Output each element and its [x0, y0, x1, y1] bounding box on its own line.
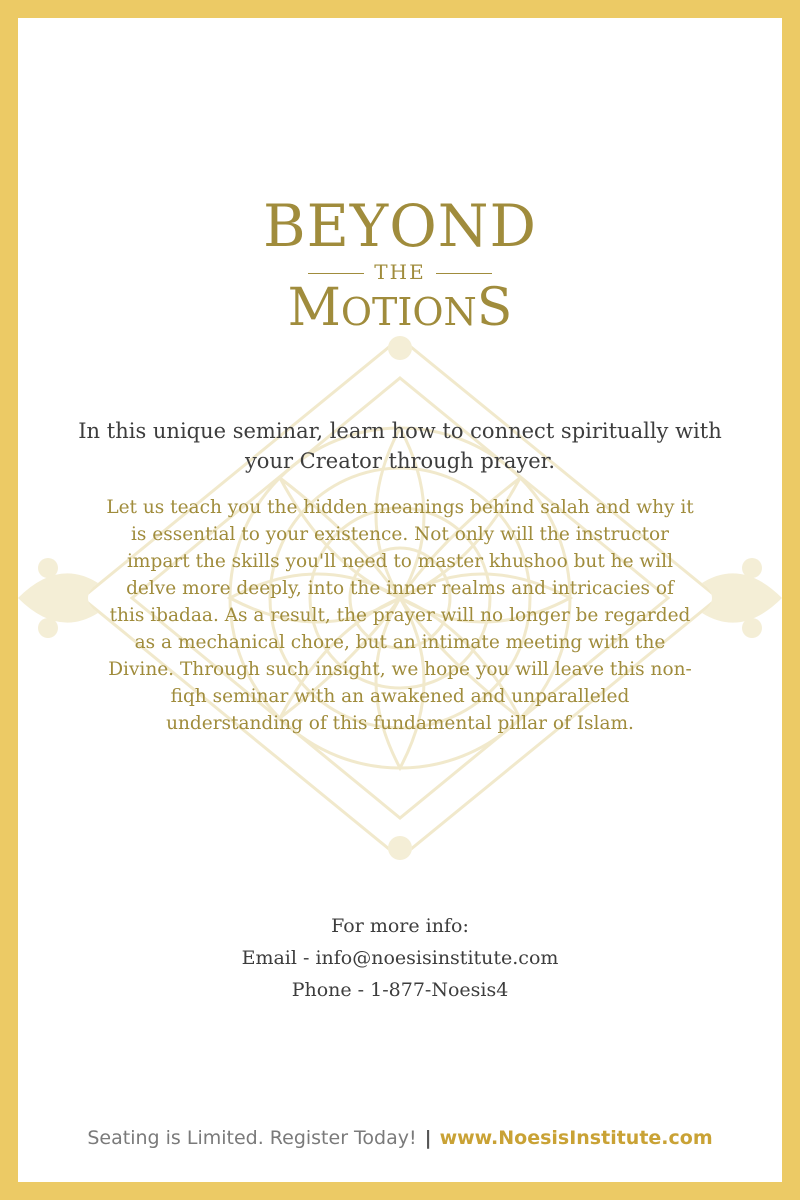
- footer: [18, 1126, 782, 1150]
- flyer-card: [18, 18, 782, 1182]
- logo-title-beyond: BEYOND: [262, 192, 538, 260]
- contact-phone[interactable]: Phone - 1-877-Noesis4: [291, 979, 509, 1001]
- logo-motions-end: S: [476, 278, 513, 338]
- contact-heading: For more info:: [331, 915, 469, 937]
- seating-notice: Seating is Limited. Register Today!: [87, 1127, 417, 1149]
- logo-title-motions: [18, 280, 782, 340]
- lead-paragraph: In this unique seminar, learn how to connect spiritually with your Creator through prayer.: [78, 419, 722, 473]
- description-paragraph: Let us teach you the hidden meanings behind salah and why it is essential to your existence. Not only will the instructor impart the skills you'll need to master khushoo but he will delve more deeply, into the inner realms and intricacies of this ibadaa. As a result, the prayer will no longer be regarded as a mechanical chore, but an intimate meeting with the Divine. Through such insight, we hope you will leave this non-fiqh seminar with an awakened and unparalleled understanding of this fundamental pillar of Islam.: [106, 497, 694, 734]
- logo-rule-left: [308, 273, 364, 274]
- logo-rule-right: [436, 273, 492, 274]
- footer-separator: |: [424, 1127, 432, 1149]
- contact-email[interactable]: Email - info@noesisinstitute.com: [241, 947, 559, 969]
- logo-motions-mid: OTION: [340, 290, 477, 334]
- contact-block: [18, 910, 782, 1006]
- website-link[interactable]: www.NoesisInstitute.com: [439, 1127, 713, 1149]
- logo-motions-cap: M: [287, 278, 341, 338]
- logo-the-text: THE: [374, 260, 426, 284]
